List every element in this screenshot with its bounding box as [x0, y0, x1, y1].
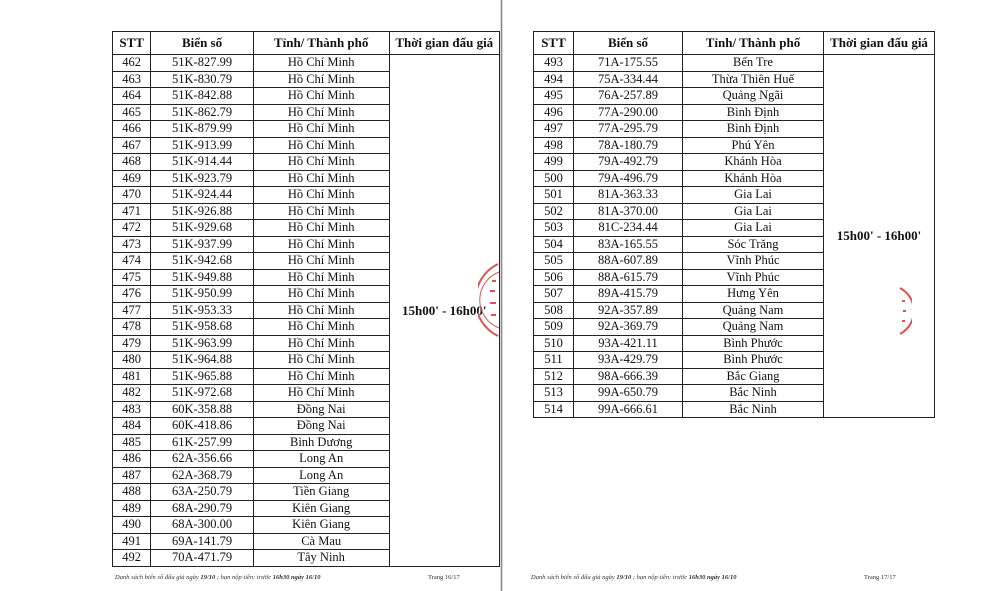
cell-stt: 511 [534, 352, 574, 369]
cell-province: Sóc Trăng [683, 236, 824, 253]
cell-plate: 92A-357.89 [574, 302, 683, 319]
cell-stt: 506 [534, 269, 574, 286]
cell-stt: 491 [113, 533, 151, 550]
cell-stt: 505 [534, 253, 574, 270]
cell-stt: 510 [534, 335, 574, 352]
cell-province: Hồ Chí Minh [253, 368, 389, 385]
cell-province: Bắc Ninh [683, 385, 824, 402]
cell-province: Hồ Chí Minh [253, 170, 389, 187]
plate-auction-table [112, 31, 500, 567]
cell-plate: 99A-650.79 [574, 385, 683, 402]
cell-stt: 478 [113, 319, 151, 336]
cell-plate: 51K-913.99 [151, 137, 254, 154]
table-header-row [113, 32, 500, 55]
cell-stt: 500 [534, 170, 574, 187]
cell-stt: 488 [113, 484, 151, 501]
cell-province: Bình Định [683, 104, 824, 121]
page-number: Trang 17/17 [864, 574, 896, 581]
cell-stt: 479 [113, 335, 151, 352]
cell-plate: 51K-953.33 [151, 302, 254, 319]
cell-auction-time: 15h00' - 16h00' [824, 55, 935, 418]
cell-province: Hồ Chí Minh [253, 269, 389, 286]
cell-stt: 508 [534, 302, 574, 319]
cell-province: Bình Phước [683, 352, 824, 369]
cell-stt: 492 [113, 550, 151, 567]
header-plate: Biển số [151, 32, 254, 55]
cell-plate: 61K-257.99 [151, 434, 254, 451]
cell-province: Hồ Chí Minh [253, 220, 389, 237]
cell-province: Hồ Chí Minh [253, 121, 389, 138]
cell-stt: 472 [113, 220, 151, 237]
cell-province: Quảng Nam [683, 302, 824, 319]
cell-plate: 51K-862.79 [151, 104, 254, 121]
cell-province: Hồ Chí Minh [253, 253, 389, 270]
cell-plate: 81A-370.00 [574, 203, 683, 220]
document-page-right [503, 0, 1000, 591]
cell-plate: 68A-290.79 [151, 500, 254, 517]
cell-province: Vĩnh Phúc [683, 269, 824, 286]
cell-stt: 464 [113, 88, 151, 105]
cell-province: Khánh Hòa [683, 170, 824, 187]
cell-province: Gia Lai [683, 220, 824, 237]
cell-plate: 71A-175.55 [574, 55, 683, 72]
table-row [113, 55, 500, 72]
cell-plate: 98A-666.39 [574, 368, 683, 385]
cell-auction-time: 15h00' - 16h00' [389, 55, 500, 567]
header-province: Tỉnh/ Thành phố [683, 32, 824, 55]
cell-plate: 88A-607.89 [574, 253, 683, 270]
cell-stt: 467 [113, 137, 151, 154]
cell-province: Hồ Chí Minh [253, 55, 389, 72]
header-stt: STT [113, 32, 151, 55]
cell-plate: 51K-950.99 [151, 286, 254, 303]
header-plate: Biển số [574, 32, 683, 55]
cell-plate: 81A-363.33 [574, 187, 683, 204]
cell-stt: 513 [534, 385, 574, 402]
cell-stt: 463 [113, 71, 151, 88]
cell-stt: 514 [534, 401, 574, 418]
cell-province: Hồ Chí Minh [253, 104, 389, 121]
cell-plate: 77A-290.00 [574, 104, 683, 121]
cell-plate: 76A-257.89 [574, 88, 683, 105]
cell-plate: 79A-496.79 [574, 170, 683, 187]
cell-province: Quảng Nam [683, 319, 824, 336]
cell-stt: 503 [534, 220, 574, 237]
cell-province: Hồ Chí Minh [253, 137, 389, 154]
cell-stt: 484 [113, 418, 151, 435]
cell-plate: 51K-949.88 [151, 269, 254, 286]
cell-province: Bình Định [683, 121, 824, 138]
cell-stt: 504 [534, 236, 574, 253]
cell-stt: 481 [113, 368, 151, 385]
cell-plate: 93A-429.79 [574, 352, 683, 369]
cell-stt: 466 [113, 121, 151, 138]
cell-province: Cà Mau [253, 533, 389, 550]
cell-province: Hồ Chí Minh [253, 187, 389, 204]
page-footer-note: Danh sách biển số đấu giá ngày 19/10 ; hạn nộp tiền: trước 16h30 ngày 16/10 [115, 574, 321, 581]
cell-stt: 482 [113, 385, 151, 402]
cell-stt: 499 [534, 154, 574, 171]
page-footer-note: Danh sách biển số đấu giá ngày 19/10 ; hạn nộp tiền: trước 16h30 ngày 16/10 [531, 574, 737, 581]
cell-stt: 497 [534, 121, 574, 138]
plate-auction-table [533, 31, 935, 418]
cell-stt: 470 [113, 187, 151, 204]
cell-plate: 51K-929.68 [151, 220, 254, 237]
cell-plate: 63A-250.79 [151, 484, 254, 501]
cell-province: Hồ Chí Minh [253, 236, 389, 253]
header-province: Tỉnh/ Thành phố [253, 32, 389, 55]
cell-province: Hồ Chí Minh [253, 319, 389, 336]
cell-plate: 75A-334.44 [574, 71, 683, 88]
cell-province: Kiên Giang [253, 517, 389, 534]
cell-province: Gia Lai [683, 203, 824, 220]
cell-plate: 68A-300.00 [151, 517, 254, 534]
cell-plate: 51K-827.99 [151, 55, 254, 72]
cell-province: Bến Tre [683, 55, 824, 72]
cell-province: Vĩnh Phúc [683, 253, 824, 270]
cell-province: Long An [253, 467, 389, 484]
cell-province: Tây Ninh [253, 550, 389, 567]
cell-province: Đồng Nai [253, 401, 389, 418]
cell-province: Hồ Chí Minh [253, 385, 389, 402]
cell-province: Hồ Chí Minh [253, 203, 389, 220]
cell-plate: 99A-666.61 [574, 401, 683, 418]
cell-plate: 92A-369.79 [574, 319, 683, 336]
cell-stt: 473 [113, 236, 151, 253]
cell-stt: 485 [113, 434, 151, 451]
cell-stt: 487 [113, 467, 151, 484]
cell-province: Kiên Giang [253, 500, 389, 517]
cell-stt: 480 [113, 352, 151, 369]
cell-plate: 51K-942.68 [151, 253, 254, 270]
cell-stt: 468 [113, 154, 151, 171]
cell-province: Hồ Chí Minh [253, 335, 389, 352]
cell-stt: 501 [534, 187, 574, 204]
cell-plate: 70A-471.79 [151, 550, 254, 567]
cell-plate: 51K-965.88 [151, 368, 254, 385]
cell-province: Long An [253, 451, 389, 468]
cell-stt: 502 [534, 203, 574, 220]
cell-stt: 489 [113, 500, 151, 517]
cell-province: Bình Dương [253, 434, 389, 451]
cell-plate: 69A-141.79 [151, 533, 254, 550]
cell-plate: 51K-914.44 [151, 154, 254, 171]
cell-plate: 51K-963.99 [151, 335, 254, 352]
cell-province: Hồ Chí Minh [253, 286, 389, 303]
header-stt: STT [534, 32, 574, 55]
cell-plate: 51K-958.68 [151, 319, 254, 336]
cell-plate: 60K-358.88 [151, 401, 254, 418]
cell-stt: 507 [534, 286, 574, 303]
cell-province: Hồ Chí Minh [253, 352, 389, 369]
red-seal-stamp-icon [478, 262, 500, 338]
cell-plate: 51K-926.88 [151, 203, 254, 220]
cell-plate: 62A-356.66 [151, 451, 254, 468]
cell-province: Phú Yên [683, 137, 824, 154]
cell-stt: 477 [113, 302, 151, 319]
cell-plate: 51K-842.88 [151, 88, 254, 105]
cell-plate: 62A-368.79 [151, 467, 254, 484]
cell-plate: 51K-830.79 [151, 71, 254, 88]
cell-plate: 77A-295.79 [574, 121, 683, 138]
cell-stt: 494 [534, 71, 574, 88]
cell-province: Tiền Giang [253, 484, 389, 501]
cell-stt: 474 [113, 253, 151, 270]
cell-stt: 476 [113, 286, 151, 303]
cell-province: Gia Lai [683, 187, 824, 204]
cell-province: Bắc Giang [683, 368, 824, 385]
cell-province: Hồ Chí Minh [253, 88, 389, 105]
cell-plate: 89A-415.79 [574, 286, 683, 303]
cell-province: Hồ Chí Minh [253, 71, 389, 88]
cell-stt: 471 [113, 203, 151, 220]
cell-plate: 79A-492.79 [574, 154, 683, 171]
header-time: Thời gian đấu giá [389, 32, 500, 55]
cell-plate: 51K-964.88 [151, 352, 254, 369]
cell-stt: 465 [113, 104, 151, 121]
cell-province: Khánh Hòa [683, 154, 824, 171]
cell-stt: 486 [113, 451, 151, 468]
cell-province: Hưng Yên [683, 286, 824, 303]
cell-plate: 83A-165.55 [574, 236, 683, 253]
cell-plate: 51K-924.44 [151, 187, 254, 204]
page-number: Trang 16/17 [428, 574, 460, 581]
cell-province: Bắc Ninh [683, 401, 824, 418]
cell-province: Thừa Thiên Huế [683, 71, 824, 88]
cell-stt: 509 [534, 319, 574, 336]
cell-stt: 462 [113, 55, 151, 72]
header-time: Thời gian đấu giá [824, 32, 935, 55]
cell-stt: 496 [534, 104, 574, 121]
cell-province: Hồ Chí Minh [253, 302, 389, 319]
cell-plate: 60K-418.86 [151, 418, 254, 435]
cell-plate: 51K-879.99 [151, 121, 254, 138]
cell-plate: 81C-234.44 [574, 220, 683, 237]
cell-plate: 88A-615.79 [574, 269, 683, 286]
cell-stt: 498 [534, 137, 574, 154]
cell-province: Hồ Chí Minh [253, 154, 389, 171]
table-header-row [534, 32, 935, 55]
cell-stt: 483 [113, 401, 151, 418]
cell-plate: 93A-421.11 [574, 335, 683, 352]
red-seal-stamp-icon [898, 286, 912, 336]
cell-stt: 469 [113, 170, 151, 187]
cell-province: Đồng Nai [253, 418, 389, 435]
cell-plate: 51K-972.68 [151, 385, 254, 402]
cell-stt: 495 [534, 88, 574, 105]
cell-plate: 78A-180.79 [574, 137, 683, 154]
cell-stt: 512 [534, 368, 574, 385]
cell-province: Bình Phước [683, 335, 824, 352]
cell-plate: 51K-923.79 [151, 170, 254, 187]
table-row [534, 55, 935, 72]
cell-province: Quảng Ngãi [683, 88, 824, 105]
cell-stt: 475 [113, 269, 151, 286]
cell-stt: 490 [113, 517, 151, 534]
cell-plate: 51K-937.99 [151, 236, 254, 253]
cell-stt: 493 [534, 55, 574, 72]
